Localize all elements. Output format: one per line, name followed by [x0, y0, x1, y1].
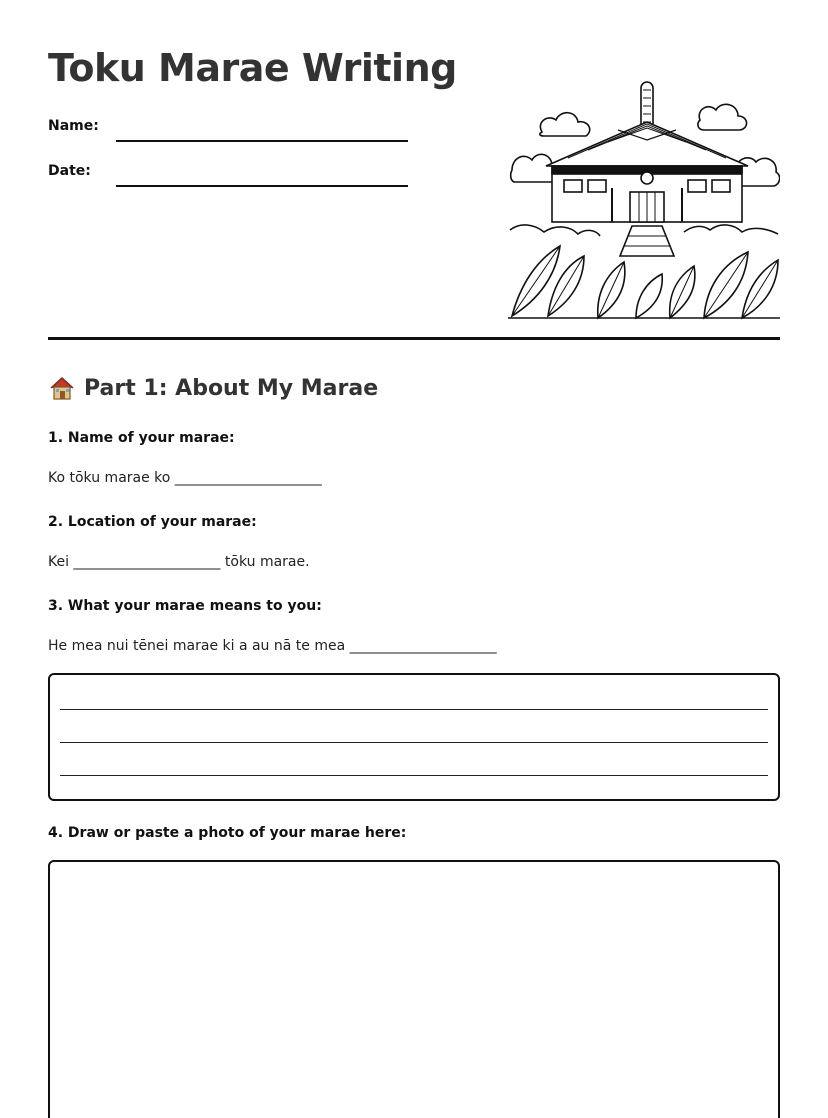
- sentence-3[interactable]: He mea nui tēnei marae ki a au nā te mea _____________________: [48, 638, 497, 654]
- sentence-2[interactable]: Kei _____________________ tōku marae.: [48, 554, 310, 570]
- house-icon: [48, 374, 76, 402]
- sentence-1[interactable]: Ko tōku marae ko _____________________: [48, 470, 322, 486]
- name-line[interactable]: [116, 140, 408, 142]
- date-label: Date:: [48, 163, 91, 179]
- date-field-row: [48, 163, 408, 187]
- name-field-row: [48, 118, 408, 142]
- page-title: Toku Marae Writing: [48, 46, 457, 90]
- writing-line: [60, 742, 768, 743]
- name-label: Name:: [48, 118, 99, 134]
- writing-line: [60, 775, 768, 776]
- question-1: 1. Name of your marae:: [48, 430, 235, 446]
- question-4: 4. Draw or paste a photo of your marae here:: [48, 825, 407, 841]
- photo-drawing-box[interactable]: [48, 860, 780, 1118]
- part1-title: [48, 374, 378, 402]
- writing-lines-box[interactable]: [48, 673, 780, 801]
- marae-illustration-icon: [508, 80, 780, 320]
- section-divider: [48, 337, 780, 340]
- part1-title-text: Part 1: About My Marae: [84, 375, 379, 401]
- question-3: 3. What your marae means to you:: [48, 598, 322, 614]
- date-line[interactable]: [116, 185, 408, 187]
- writing-line: [60, 709, 768, 710]
- question-2: 2. Location of your marae:: [48, 514, 257, 530]
